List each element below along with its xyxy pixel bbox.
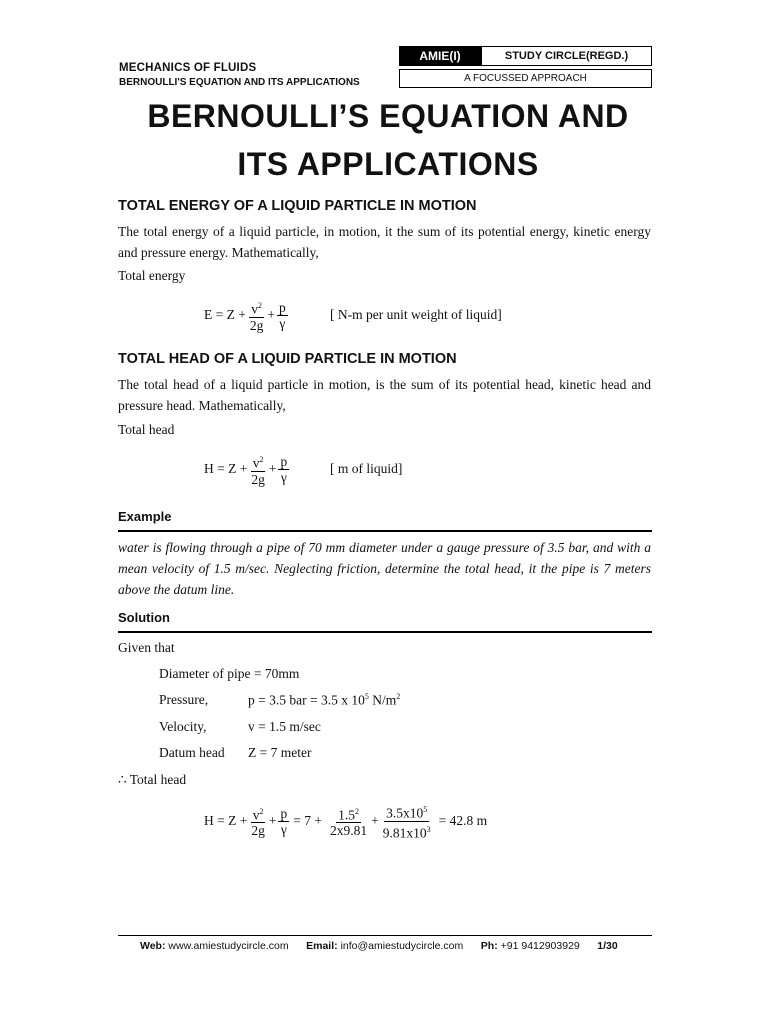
page-title-line1: BERNOULLI’S EQUATION AND <box>147 98 629 134</box>
total-energy-unit: [ N-m per unit weight of liquid] <box>330 307 502 322</box>
eq-plus: + <box>268 813 277 828</box>
eq-den: 2g <box>251 823 265 839</box>
eq-den: γ <box>280 821 287 837</box>
total-head-equation <box>204 452 291 487</box>
eq-sup: 2 <box>259 455 264 464</box>
eq-num: 1.5 <box>338 807 355 823</box>
eq-num: p <box>280 453 288 469</box>
eq-mid: = 7 + <box>293 813 322 828</box>
eq-result: = 42.8 m <box>438 813 488 828</box>
example-text: water is flowing through a pipe of 70 mm diameter under a gauge pressure of 3.5 bar, and with a mean velocity of 1.5 m/sec. Neglecting friction, determine the total head, it the pipe is 7 meters above the datum line. <box>118 540 651 597</box>
given-datum-value: Z = 7 meter <box>248 745 312 760</box>
eq-lhs: E = Z + <box>204 307 246 323</box>
eq-plus: + <box>371 813 379 828</box>
example-rule <box>118 530 652 532</box>
total-energy-label: Total energy <box>118 268 186 283</box>
given-diameter: Diameter of pipe = 70mm <box>159 666 300 681</box>
given-datum-label: Datum head <box>159 745 225 760</box>
footer <box>140 940 618 952</box>
solution-equation <box>204 802 487 840</box>
given-velocity-value: v = 1.5 m/sec <box>248 719 321 734</box>
section-body-total-energy: The total energy of a liquid particle, in motion, it the sum of its potential energy, kinetic energy and pressure energy. Mathematically, <box>118 224 651 260</box>
pressure-value-text: p = 3.5 bar = 3.5 x 10 <box>248 692 365 708</box>
therefore-total-head: ∴ Total head <box>118 772 187 787</box>
eq-plus: + <box>267 307 275 323</box>
brand-tagline: A FOCUSSED APPROACH <box>399 69 652 88</box>
given-pressure-value <box>248 692 400 709</box>
footer-phone-label: Ph: <box>480 940 498 952</box>
solution-rule <box>118 631 652 633</box>
footer-rule <box>118 935 652 936</box>
page-title-line2: ITS APPLICATIONS <box>237 146 539 182</box>
eq-sup: 5 <box>423 805 428 814</box>
fraction-kinetic <box>249 804 267 839</box>
given-that: Given that <box>118 640 175 655</box>
eq-sup: 2 <box>259 806 264 816</box>
solution-heading: Solution <box>118 610 170 625</box>
given-velocity-label: Velocity, <box>159 719 207 734</box>
footer-web-label: Web: <box>140 940 166 952</box>
given-pressure-label: Pressure, <box>159 692 209 707</box>
fraction-pressure <box>278 454 289 485</box>
eq-sup: 2 <box>354 806 359 816</box>
eq-num: v <box>251 301 258 317</box>
section-body-total-head: The total head of a liquid particle in motion, is the sum of its potential head, kinetic head and pressure head. Mathematically, <box>118 377 651 413</box>
fraction-pressure <box>277 300 288 331</box>
pressure-unit-exp: 2 <box>396 692 401 701</box>
eq-den: 9.81x10 <box>382 825 427 840</box>
eq-num: v <box>252 807 260 823</box>
fraction-kinetic <box>248 298 266 333</box>
eq-sup: 3 <box>426 824 431 834</box>
eq-lhs: H = Z + <box>204 813 248 828</box>
eq-sup: 2 <box>257 301 262 310</box>
section-heading-total-head: TOTAL HEAD OF A LIQUID PARTICLE IN MOTION <box>118 351 457 367</box>
page-title <box>118 92 658 188</box>
footer-phone: +91 9412903929 <box>500 940 580 952</box>
footer-web-link[interactable]: www.amiestudycircle.com <box>168 940 289 952</box>
total-head-label: Total head <box>118 422 175 437</box>
fraction-velocity-values <box>328 804 369 839</box>
eq-num: p <box>280 805 288 821</box>
pressure-exp: 5 <box>364 692 369 701</box>
eq-den: 2g <box>249 317 264 333</box>
brand-study-circle: STUDY CIRCLE(REGD.) <box>481 46 652 66</box>
total-head-unit: [ m of liquid] <box>330 461 403 476</box>
pressure-unit: N/m <box>368 692 397 708</box>
section-heading-total-energy: TOTAL ENERGY OF A LIQUID PARTICLE IN MOTION <box>118 198 477 214</box>
header-chapter: BERNOULLI'S EQUATION AND ITS APPLICATIONS <box>119 77 360 88</box>
fraction-pressure-values <box>381 802 433 840</box>
eq-den: 2x9.81 <box>329 823 368 839</box>
eq-plus: + <box>268 461 277 477</box>
eq-num: v <box>252 455 260 471</box>
eq-den: 2g <box>251 471 265 487</box>
brand-amie-badge: AMIE(I) <box>399 46 481 66</box>
eq-den: γ <box>279 315 286 331</box>
fraction-kinetic <box>249 452 267 487</box>
eq-num: 3.5x10 <box>386 805 424 821</box>
header-subject: MECHANICS OF FLUIDS <box>119 62 257 74</box>
footer-email-label: Email: <box>306 940 338 952</box>
total-energy-equation <box>204 298 290 333</box>
example-heading: Example <box>118 509 172 524</box>
eq-num: p <box>278 299 286 315</box>
eq-lhs: H = Z + <box>204 461 248 477</box>
footer-email-link[interactable]: info@amiestudycircle.com <box>340 940 464 952</box>
eq-den: γ <box>280 469 287 485</box>
page-number: 1/30 <box>597 940 618 952</box>
fraction-pressure <box>278 806 289 837</box>
